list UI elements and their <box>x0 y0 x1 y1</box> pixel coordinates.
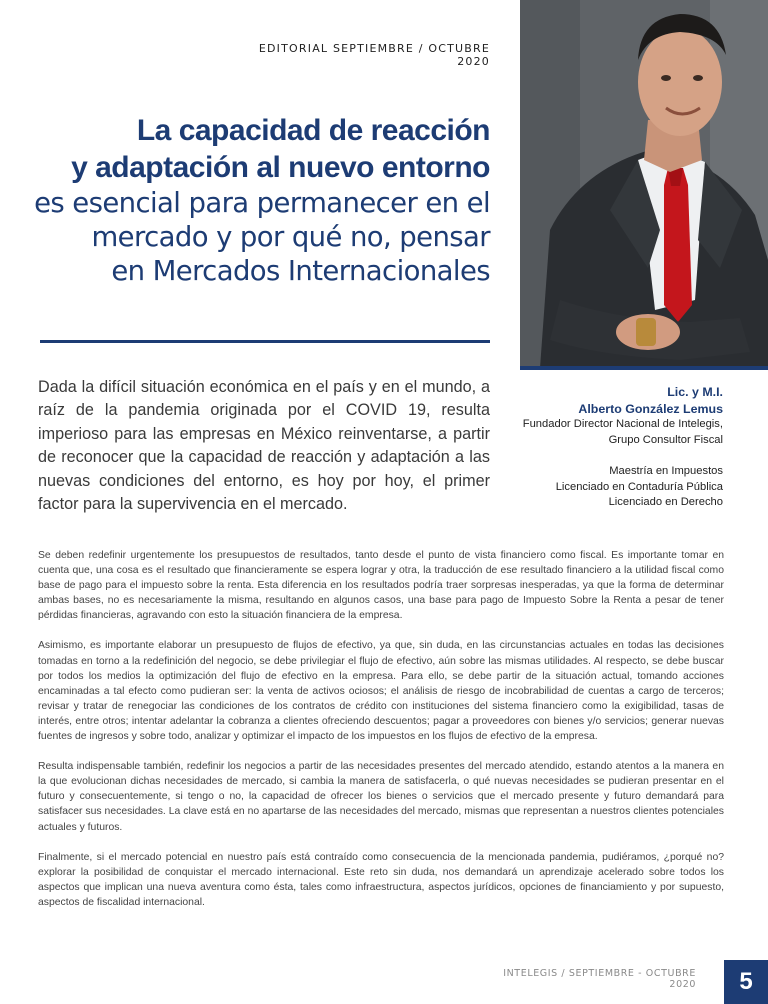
author-photo <box>520 0 768 368</box>
author-name: Alberto González Lemus <box>578 401 723 416</box>
author-credential: Maestría en Impuestos <box>609 465 723 477</box>
lead-paragraph: Dada la difícil situación económica en el país y en el mundo, a raíz de la pandemia originada por el COVID 19, resulta imperioso para las empresas en México reinventarse, a partir de reconocer que la capacidad de reacción y adaptación a las nuevas condiciones del entorno, es hoy por hoy, el primer factor para la supervivencia en el mercado. <box>38 378 490 514</box>
article-title <box>20 112 490 288</box>
title-divider <box>40 340 490 343</box>
page-number: 5 <box>724 960 768 1004</box>
title-bold-line: La capacidad de reacción <box>136 114 490 147</box>
title-light-line: es esencial para permanecer en el <box>34 187 490 219</box>
body-paragraph: Se deben redefinir urgentemente los presupuestos de resultados, tanto desde el punto de vista financiero como fiscal. Es importante tomar en cuenta que, una cosa es el resultado que financieramente se espera lograr y otra, la traducción de ese resultado financiero a la utilidad fiscal como base de pago para el impuesto sobre la renta. Esta diferencia en los resultados podría traer sorpresas inesperadas, ya que la forma de determinar ambas bases, no es necesariamente la misma, resultando en algunos casos, una base para pago de Impuesto Sobre la Renta a pesar de tener pérdidas financieras, agravando con esto la situación financiera de la empresa. <box>38 550 724 622</box>
photo-accent-bar <box>520 366 768 370</box>
title-light-line: en Mercados Internacionales <box>111 255 490 287</box>
body-paragraph: Resulta indispensable también, redefinir los negocios a partir de las necesidades presentes del mercado atendido, estando atentos a la manera en la que evolucionan dichas necesidades de mercado, si cambia la manera de satisfacerla, o qué nuevas necesidades se pudieran presentar en el futuro y consecuentemente, si tengo o no, la capacidad de ofrecer los bienes o servicios que el mercado presente y futuro demandará para satisfacer sus necesidades. La clave está en no apartarse de las necesidades del mercado, mismas que representan a nuestros clientes potenciales actuales y futuros. <box>38 761 724 833</box>
body-paragraph: Asimismo, es importante elaborar un presupuesto de flujos de efectivo, ya que, sin duda, en las circunstancias actuales en todas las decisiones tomadas en torno a la redefinición del negocio, se debe privilegiar el flujo de efectivo, aún sobre las mismas utilidades. Al respecto, se debe buscar por todos los medios la optimización del flujo de efectivo en la empresa. Para ello, se debe partir de la situación actual, tomando acciones encaminadas a tal efecto como pudieran ser: la venta de activos ociosos; el análisis de riesgo de incobrabilidad de cuentas a cargo de terceros; revisar y tratar de renegociar las condiciones de los contratos de crédito con instituciones del sistema financiero como la exigibilidad, tasas de interés, entre otros; intentar adelantar la cobranza a clientes ofreciendo descuentos; pagar a proveedores con bienes y/o servicios; generar nuevas fuentes de ingresos y sobre todo, analizar y optimizar el impacto de los impuestos en los flujos de efectivo de la empresa. <box>38 640 724 743</box>
title-light-line: mercado y por qué no, pensar <box>91 221 490 253</box>
author-company: Grupo Consultor Fiscal <box>608 433 723 446</box>
author-info <box>500 384 723 511</box>
section-kicker: EDITORIAL SEPTIEMBRE / OCTUBRE 2020 <box>258 42 490 68</box>
author-role: Fundador Director Nacional de Intelegis, <box>522 418 723 430</box>
author-title: Lic. y M.I. <box>667 385 723 399</box>
body-paragraph: Finalmente, si el mercado potencial en nuestro país está contraído como consecuencia de la mencionada pandemia, pudiéramos, ¿porqué no? explorar la posibilidad de conquistar el mercado internacional. Este reto sin duda, nos demandará un aprendizaje acelerado sobre todos los aspectos que implican una nueva aventura como ésta, tales como infraestructura, aspectos jurídicos, opciones de financiamiento y por supuesto, aspectos de fiscalidad internacional. <box>38 851 724 908</box>
title-bold-line: y adaptación al nuevo entorno <box>71 151 490 184</box>
author-credential: Licenciado en Contaduría Pública <box>555 480 723 493</box>
author-credential: Licenciado en Derecho <box>608 496 723 508</box>
article-body <box>38 548 724 925</box>
footer-publication: INTELEGIS / SEPTIEMBRE - OCTUBRE 2020 <box>503 968 696 990</box>
